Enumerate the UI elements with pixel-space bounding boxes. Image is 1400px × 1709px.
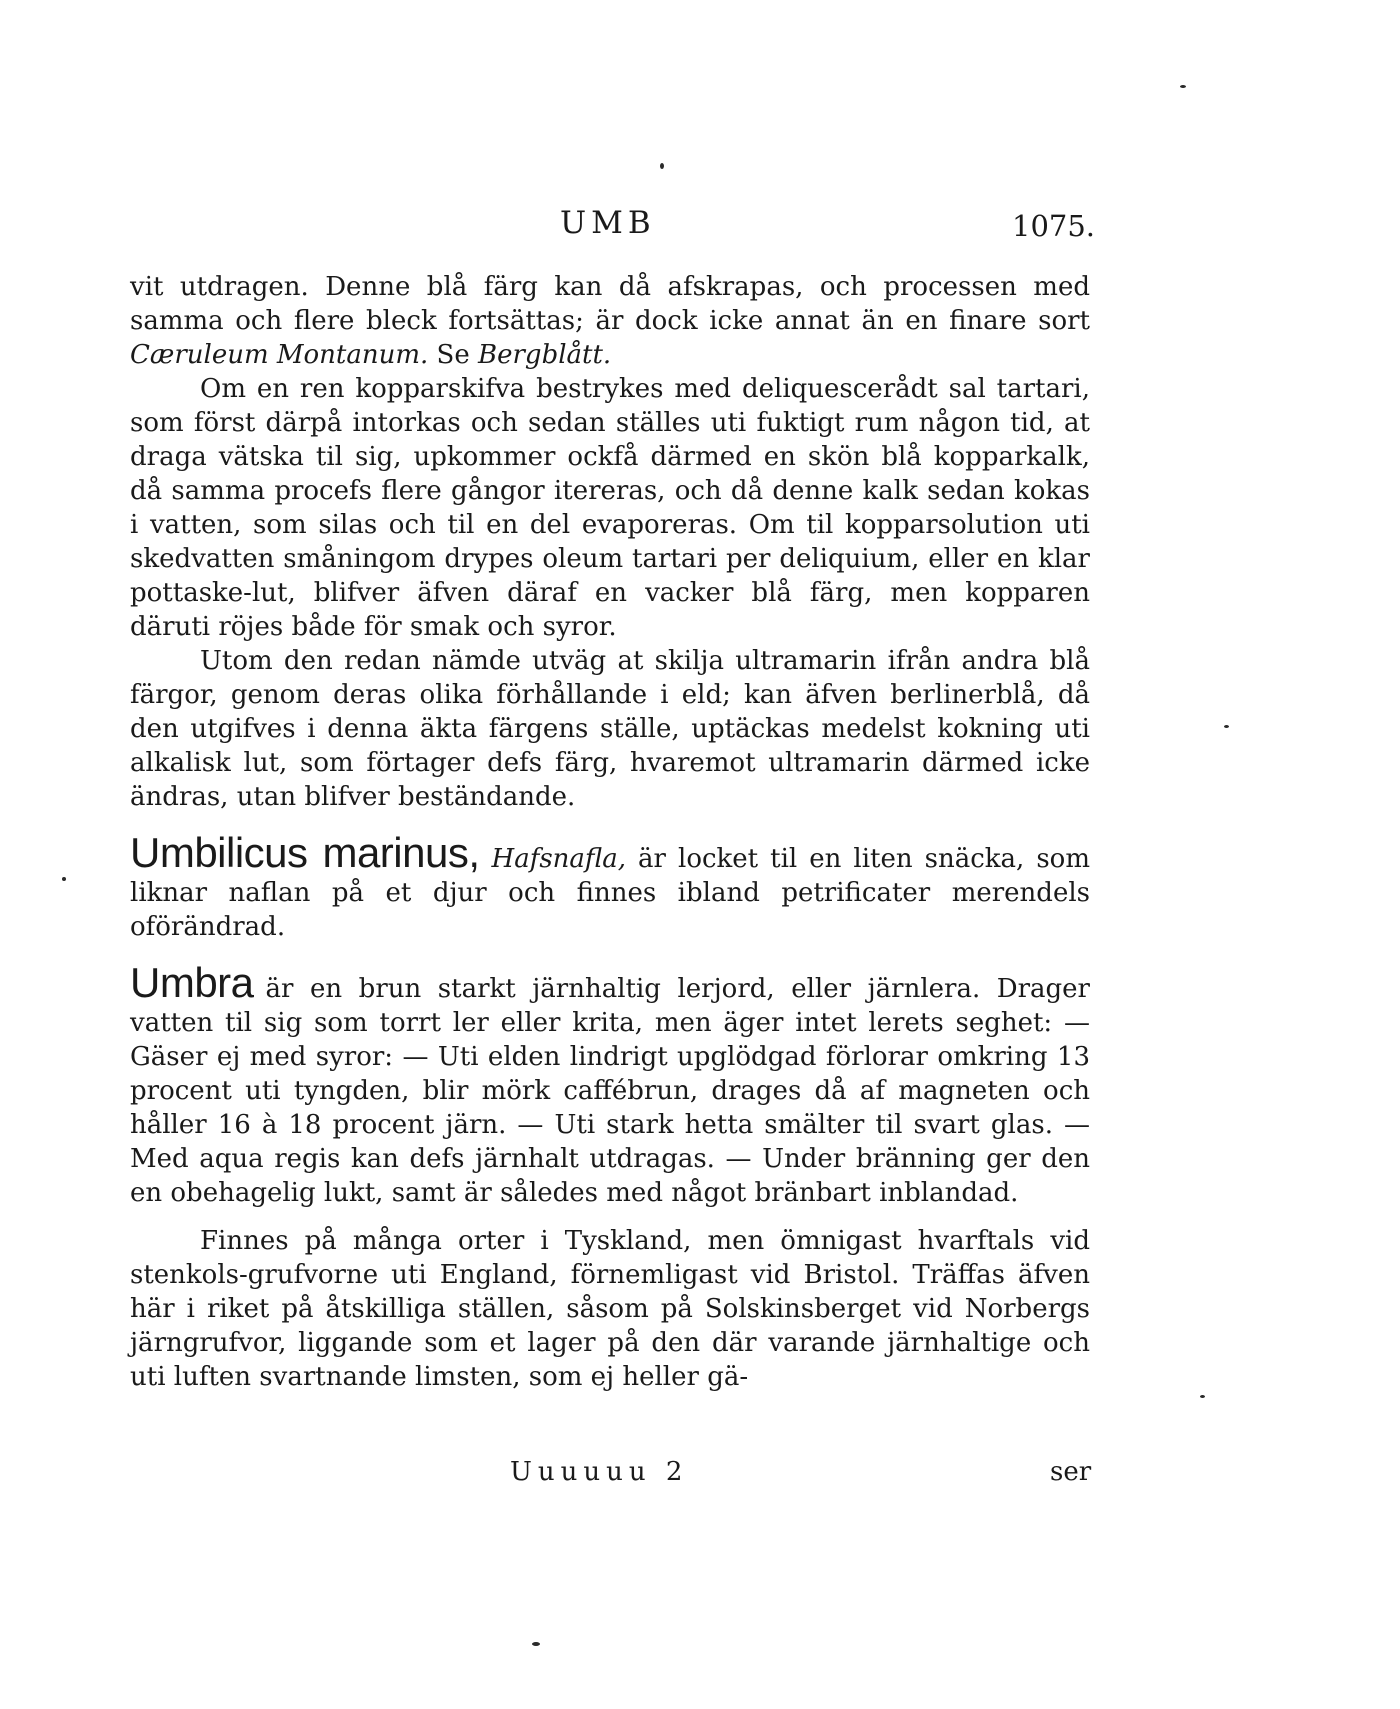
paragraph-1 [130, 270, 1090, 372]
paragraph-text: vit utdragen. Denne blå färg kan då afskrapas, och processen med samma och flere bleck fortsättas; är dock icke annat än en finare sort [130, 272, 1090, 336]
paragraph-text: Se [428, 340, 478, 370]
entry-umbilicus [130, 829, 1090, 944]
page-header [0, 205, 1400, 255]
page-number: 1075. [1012, 209, 1096, 243]
entry-umbra [130, 959, 1090, 1210]
closing-paragraph: Finnes på många orter i Tyskland, men ömnigast hvarftals vid stenkols-grufvorne uti England, förnemligast vid Bristol. Träffas äfven här i riket på åtskilliga ställen, såsom på Solskinsberget vid Norbergs järngrufvor, liggande som et lager på den där varande järnhaltige och uti luften svartnande limsten, som ej heller gä- [130, 1226, 1090, 1392]
latin-term: Cæruleum Montanum. [130, 340, 429, 370]
body-text [130, 270, 1090, 1394]
scan-speck [1224, 725, 1229, 728]
scan-speck [660, 163, 664, 169]
entry-paragraph [130, 959, 1090, 1210]
headword: Umbilicus marinus, [130, 829, 480, 876]
scan-speck [532, 1642, 540, 1646]
entry-paragraph [130, 829, 1090, 944]
entry-text: är locket til en liten snäcka, som liknar naflan på et djur och finnes ibland petrificater merendels oförändrad. [130, 844, 1090, 942]
paragraph-text: Utom den redan nämde utväg at skilja ultramarin ifrån andra blå färgor, genom deras olika förhållande i eld; kan äfven berlinerblå, då den utgifves i denna äkta färgens ställe, uptäckas medelst kokning uti alkalisk lut, som förtager defs färg, hvaremot ultramarin därmed icke ändras, utan blifver beständande. [130, 646, 1090, 812]
signature-mark: Uuuuuu 2 [510, 1457, 689, 1487]
paragraph-text: Om en ren kopparskifva bestrykes med deliquescerådt sal tartari, som först därpå intorkas och sedan ställes uti fuktigt rum någon tid, at draga vätska til sig, upkommer ockfå därmed en skön blå kopparkalk, då samma procefs flere gångor itereras, och då denne kalk sedan kokas i vatten, som silas och til en del evaporeras. Om til kopparsolution uti skedvatten småningom drypes oleum tartari per deliquium, eller en klar pottaske-lut, blifver äfven däraf en vacker blå färg, men kopparen däruti röjes både för smak och syror. [130, 374, 1090, 642]
paragraph-3 [130, 644, 1090, 814]
scan-speck [1180, 85, 1186, 88]
scan-speck [1200, 1395, 1205, 1398]
page-footer [0, 1457, 1400, 1497]
scan-speck [62, 877, 66, 881]
cross-reference: Bergblått. [478, 340, 612, 370]
paragraph-2 [130, 372, 1090, 644]
swedish-term: Hafsnafla, [491, 844, 627, 874]
entry-text: är en brun starkt järnhaltig lerjord, eller järnlera. Drager vatten til sig som torrt ler eller krita, men äger intet lerets seghet: — Gäser ej med syror: — Uti elden lindrigt upglödgad förlorar omkring 13 procent uti tyngden, blir mörk caffébrun, drages då af magneten och håller 16 à 18 procent järn. — Uti stark hetta smälter til svart glas. — Med aqua regis kan defs järnhalt utdragas. — Under bränning ger den en obehagelig lukt, samt är således med något bränbart inblandad. [130, 974, 1090, 1208]
running-head: UMB [560, 205, 656, 241]
catchword: ser [1050, 1457, 1092, 1487]
headword: Umbra [130, 959, 254, 1006]
